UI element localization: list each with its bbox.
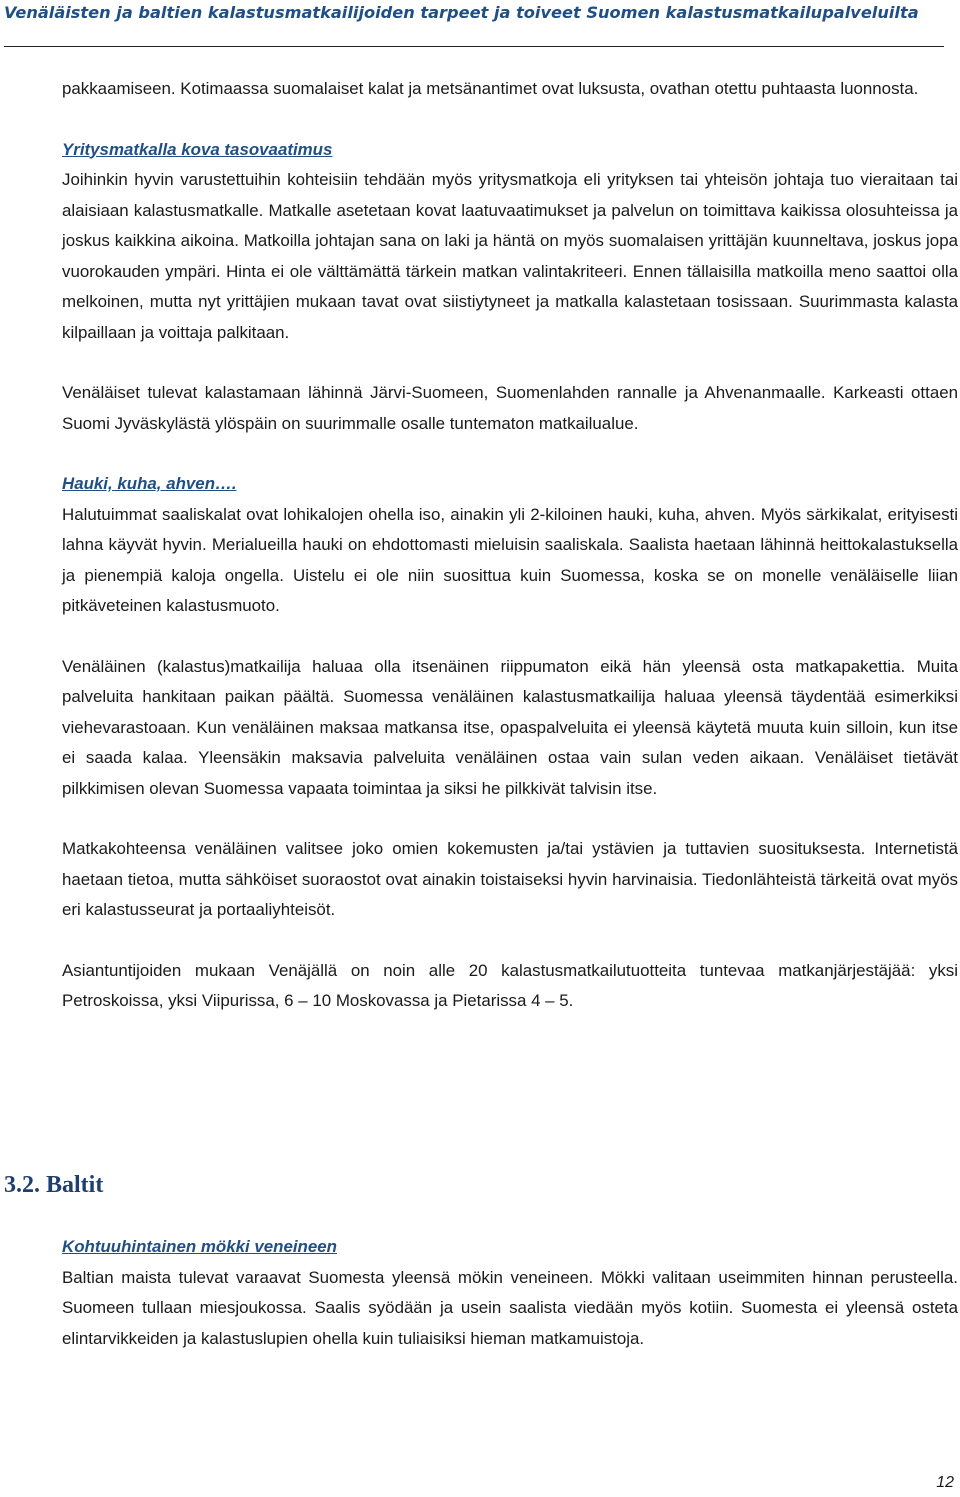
- running-header-title: Venäläisten ja baltien kalastusmatkailijoiden tarpeet ja toiveet Suomen kalastusmatkailupalveluilta: [4, 3, 919, 22]
- paragraph-regions: Venäläiset tulevat kalastamaan lähinnä Järvi-Suomeen, Suomenlahden rannalle ja Ahvenanmaalle. Karkeasti ottaen Suomi Jyväskylästä ylöspäin on suurimmalle osalle tuntematon matkailualue.: [62, 383, 958, 433]
- spacer: [62, 439, 958, 469]
- spacer: [62, 804, 958, 834]
- spacer: [62, 926, 958, 956]
- section-heading-baltit: 3.2. Baltit: [4, 1172, 104, 1198]
- subheading-cottage: Kohtuuhintainen mökki veneineen: [62, 1237, 337, 1256]
- subheading-business-trips: Yritysmatkalla kova tasovaatimus: [62, 139, 333, 159]
- spacer: [62, 622, 958, 652]
- spacer: [62, 348, 958, 378]
- paragraph-fish-species: Halutuimmat saaliskalat ovat lohikalojen ohella iso, ainakin yli 2-kiloinen hauki, kuha, ahven. Myös särkikalat, erityisesti lahna käyvät hyvin. Merialueilla hauki on ehdottomasti mieluisin saaliskala. Saalista haetaan lähinnä heittokalastuksella ja pienempiä kaloja ongella. Uistelu ei ole niin suosittua kuin Suomessa, koska se on monelle venäläiselle liian pitkäveteinen kalastusmuoto.: [62, 504, 958, 615]
- spacer: [62, 105, 958, 135]
- paragraph-independent-traveller: Venäläinen (kalastus)matkailija haluaa olla itsenäinen riippumaton eikä hän yleensä osta matkapakettia. Muita palveluita hankitaan paikan päältä. Suomessa venäläinen kalastusmatkailija haluaa yleensä täydentää esimerkiksi viehevarastoaan. Kun venäläinen maksaa matkansa itse, opaspalveluita ei yleensä käytetä muuta kuin silloin, kun itse ei saada kalaa. Yleensäkin maksavia palveluita venäläinen ostaa vain sulan veden aikaan. Venäläiset tietävät pilkkimisen olevan Suomessa vapaata toimintaa ja siksi he pilkkivät talvisin itse.: [62, 656, 958, 798]
- paragraph-tour-operators: Asiantuntijoiden mukaan Venäjällä on noin alle 20 kalastusmatkailutuotteita tuntevaa matkanjärjestäjää: yksi Petroskoissa, yksi Viipurissa, 6 – 10 Moskovassa ja Pietarissa 4 – 5.: [62, 960, 958, 1010]
- paragraph-business-trips: Joihinkin hyvin varustettuihin kohteisiin tehdään myös yritysmatkoja eli yrityksen tai yhteisön johtaja tuo vieraitaan tai alaisiaan kalastusmatkalle. Matkalle asetetaan kovat laatuvaatimukset ja palvelun on toimittava kaikissa olosuhteissa ja joskus kaikkina aikoina. Matkoilla johtajan sana on laki ja häntä on myös suomalaisen yrittäjän kuunneltava, joskus jopa vuorokauden ympäri. Hinta ei ole välttämättä tärkein matkan valintakriteeri. Ennen tällaisilla matkoilla meno saattoi olla melkoinen, mutta nyt yrittäjien mukaan tavat ovat siistiytyneet ja matkalla kalastetaan tosissaan. Suurimmasta kalasta kilpaillaan ja voittaja palkitaan.: [62, 170, 958, 342]
- page-number: 12: [936, 1474, 954, 1491]
- paragraph-cottage: Baltian maista tulevat varaavat Suomesta yleensä mökin veneineen. Mökki valitaan useimmiten hinnan perusteella. Suomeen tullaan miesjoukossa. Saalis syödään ja usein saalista viedään myös kotiin. Suomesta ei yleensä osteta elintarvikkeiden ja kalastuslupien ohella kuin tuliaisiksi hieman matkamuistoja.: [62, 1267, 958, 1348]
- section-baltit-body: [62, 1232, 958, 1354]
- paragraph-intro: pakkaamiseen. Kotimaassa suomalaiset kalat ja metsänantimet ovat luksusta, ovathan otettu puhtaasta luonnosta.: [62, 79, 919, 98]
- page-body: [62, 74, 958, 1017]
- paragraph-destination-choice: Matkakohteensa venäläinen valitsee joko omien kokemusten ja/tai ystävien ja tuttavien suosituksesta. Internetistä haetaan tietoa, mutta sähköiset suoraostot ovat ainakin toistaiseksi hyvin harvinaisia. Tiedonlähteistä tärkeitä ovat myös eri kalastusseurat ja portaaliyhteisöt.: [62, 839, 958, 919]
- header-divider: [4, 46, 944, 47]
- subheading-fish-species: Hauki, kuha, ahven….: [62, 474, 237, 493]
